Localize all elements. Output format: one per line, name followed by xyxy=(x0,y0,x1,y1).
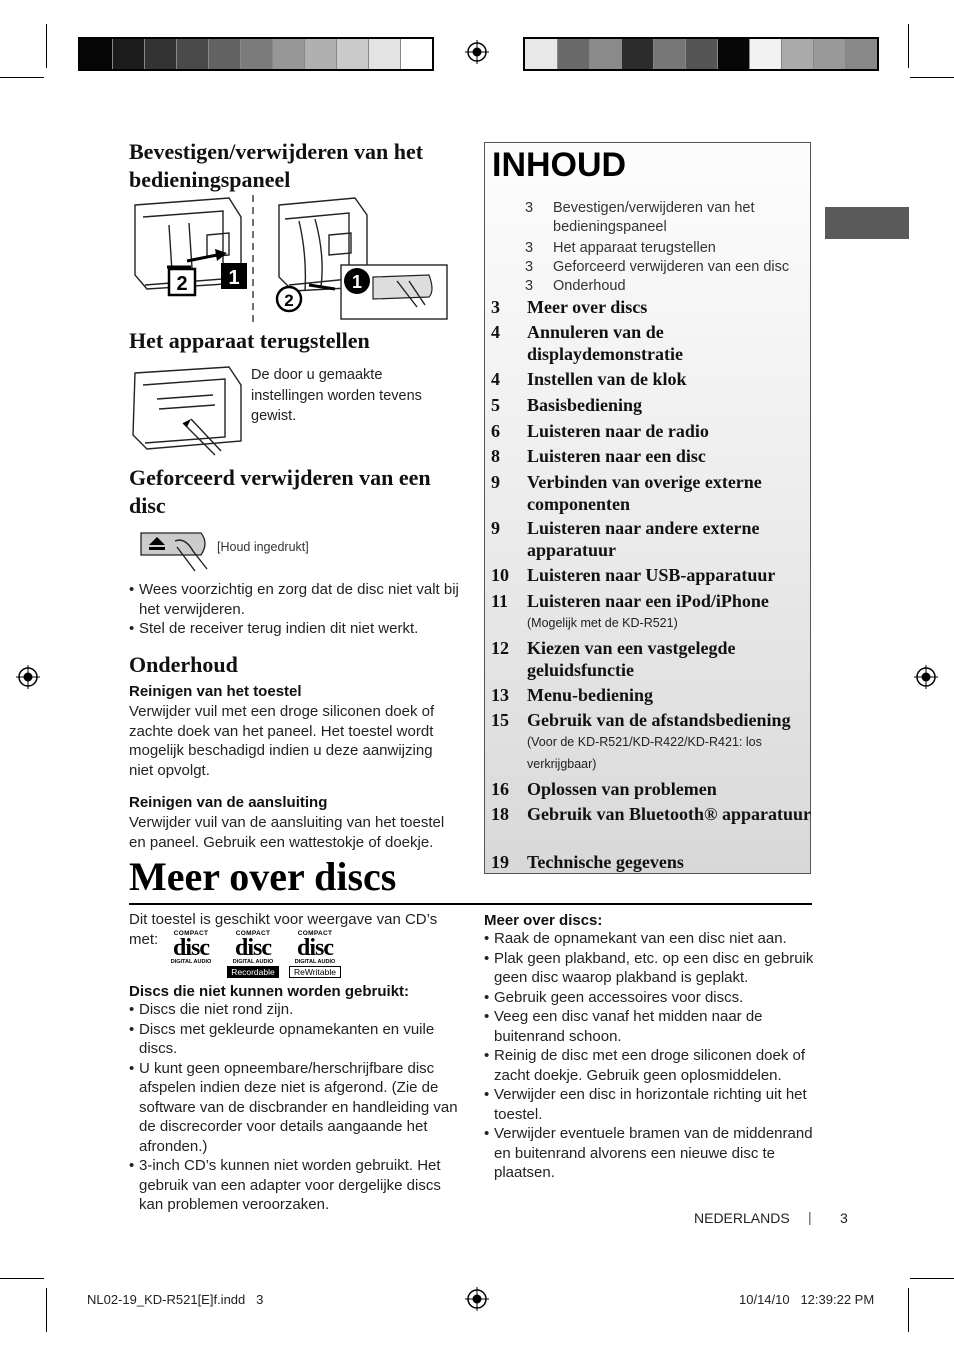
toc-entry xyxy=(527,778,812,800)
toc-page-number: 5 xyxy=(491,395,500,415)
logo-disc-word: disc xyxy=(296,935,333,961)
footer-filename: NL02-19_KD-R521[E]f.indd 3 xyxy=(87,1292,264,1307)
toc-entry-text: Annuleren van de displaydemonstratie xyxy=(527,322,684,364)
toc-entry xyxy=(527,445,812,467)
list-item: • Raak de opnamekant van een disc niet aan. xyxy=(484,929,819,949)
toc-entry-text: Onderhoud xyxy=(553,278,626,294)
list-item: • Reinig de disc met een droge siliconen doek of zacht doekje. Gebruik geen oplosmiddelen. xyxy=(484,1046,819,1085)
toc-entry-text: Oplossen van problemen xyxy=(527,779,717,799)
color-bar-grayscale xyxy=(78,37,434,71)
list-item: • Wees voorzichtig en zorg dat de disc niet valt bij het verwijderen. xyxy=(129,580,459,619)
eject-button-illustration xyxy=(137,529,215,575)
maintenance-sub2-text: Verwijder vuil van de aansluiting van het toestel en paneel. Gebruik een wattestokje of doekje. xyxy=(129,814,445,851)
list-item: • Discs met gekleurde opnamekanten en vuile discs. xyxy=(129,1020,459,1059)
hold-label: [Houd ingedrukt] xyxy=(217,540,309,554)
toc-page-number: 9 xyxy=(491,518,500,538)
discs-intro: Dit toestel is geschikt voor weergave van CD’s met: xyxy=(129,911,438,948)
toc-entry xyxy=(527,637,812,681)
logo-top-text: COMPACT xyxy=(173,930,209,937)
discs-heading: Meer over discs xyxy=(129,854,397,899)
toc-page-number: 6 xyxy=(491,421,500,441)
toc-page-number: 3 xyxy=(525,200,534,216)
footer-separator: | xyxy=(808,1209,812,1225)
toc-page-number: 12 xyxy=(491,638,509,658)
toc-page-number: 10 xyxy=(491,565,509,585)
toc-entry xyxy=(527,517,812,561)
toc-entry-text: Luisteren naar andere externe apparatuur xyxy=(527,518,760,560)
crop-mark xyxy=(0,1278,44,1279)
crop-mark xyxy=(910,1278,954,1279)
logo-top-text: COMPACT xyxy=(297,930,333,937)
maintenance-sub2-title: Reinigen van de aansluiting xyxy=(129,794,328,811)
toc-page-number: 3 xyxy=(491,297,500,317)
logo-tag: Recordable xyxy=(227,966,279,978)
crop-mark xyxy=(0,77,44,78)
heading-rule xyxy=(129,903,812,905)
list-item: • U kunt geen opneembare/herschrijfbare disc afspelen indien deze niet is afgerond. (Zie de software van de discbrander en handleiding van de discrecorder voor details aangaande het afronden.) xyxy=(129,1059,459,1157)
force-eject-bullets xyxy=(129,580,459,639)
compact-disc-logo xyxy=(163,930,219,976)
logo-bottom-text: DIGITAL AUDIO xyxy=(294,959,336,965)
compact-disc-logo xyxy=(225,930,281,976)
reset-note: De door u gemaakte instellingen worden tevens gewist. xyxy=(251,367,422,424)
svg-text:2: 2 xyxy=(284,291,294,310)
toc-entry xyxy=(527,803,812,825)
reset-illustration xyxy=(129,365,247,457)
registration-mark-icon xyxy=(16,665,40,689)
crop-mark xyxy=(46,1288,47,1332)
toc-page-number: 16 xyxy=(491,779,509,799)
toc-entry-text: Luisteren naar USB-apparatuur xyxy=(527,565,776,585)
logo-top-text: COMPACT xyxy=(235,930,271,937)
section-heading-reset: Het apparaat terugstellen xyxy=(129,328,370,353)
svg-text:2: 2 xyxy=(176,273,188,295)
list-item: • 3-inch CD’s kunnen niet worden gebruikt. Het gebruik van een adapter voor dergelijke discs kan problemen veroorzaken. xyxy=(129,1156,459,1215)
toc-page-number: 11 xyxy=(491,591,509,611)
toc-entry xyxy=(527,684,812,706)
toc-page-number: 3 xyxy=(525,278,534,294)
toc-entry xyxy=(527,296,812,318)
toc-entry-text: Meer over discs xyxy=(527,297,648,317)
footer-date: 10/14/10 12:39:22 PM xyxy=(739,1292,875,1307)
toc-page-number: 15 xyxy=(491,710,509,730)
maintenance-sub1-title: Reinigen van het toestel xyxy=(129,683,302,700)
svg-text:1: 1 xyxy=(228,267,240,289)
toc-page-number: 3 xyxy=(525,240,534,256)
logo-disc-word: disc xyxy=(172,935,209,961)
toc-entry xyxy=(527,590,812,634)
crop-mark xyxy=(908,24,909,68)
more-title: Meer over discs: xyxy=(484,912,603,929)
toc-entry-text: Instellen van de klok xyxy=(527,369,687,389)
toc-entry xyxy=(527,321,812,365)
unusable-title: Discs die niet kunnen worden gebruikt: xyxy=(129,983,410,1000)
logo-tag: ReWritable xyxy=(289,966,341,978)
page-number: 3 xyxy=(840,1210,848,1226)
toc-entry-text: Luisteren naar een iPod/iPhone xyxy=(527,591,769,611)
toc-page-number: 4 xyxy=(491,369,500,389)
crop-mark xyxy=(908,1288,909,1332)
toc-entry xyxy=(527,851,812,873)
registration-mark-icon xyxy=(465,1287,489,1311)
color-bar-process xyxy=(523,37,879,71)
toc-entry-text: Geforceerd verwijderen van een disc xyxy=(553,259,790,275)
toc-entry xyxy=(527,709,812,775)
svg-text:1: 1 xyxy=(351,272,363,292)
toc-page-number: 9 xyxy=(491,472,500,492)
toc-entry-text: Menu-bediening xyxy=(527,685,654,705)
toc-page-number: 4 xyxy=(491,322,500,342)
registration-mark-icon xyxy=(465,40,489,64)
list-item: • Plak geen plakband, etc. op een disc en gebruik geen disc waarop plakband is geplakt. xyxy=(484,949,819,988)
list-item: • Discs die niet rond zijn. xyxy=(129,1000,459,1020)
crop-mark xyxy=(910,77,954,78)
disc-logos xyxy=(163,930,343,976)
compact-disc-logo xyxy=(287,930,343,976)
toc-entry-text: Luisteren naar een disc xyxy=(527,446,706,466)
crop-mark xyxy=(46,24,47,68)
toc-title: INHOUD xyxy=(492,146,627,184)
toc-page-number: 18 xyxy=(491,804,509,824)
toc-page-number: 19 xyxy=(491,852,509,872)
toc-entry-text: Bevestigen/verwijderen van het bedieningspaneel xyxy=(553,200,755,235)
toc-entry-text: Luisteren naar de radio xyxy=(527,421,709,441)
list-item: • Stel de receiver terug indien dit niet werkt. xyxy=(129,619,459,639)
toc-entry-text: Gebruik van de afstandsbediening xyxy=(527,710,791,730)
list-item: • Gebruik geen accessoires voor discs. xyxy=(484,988,819,1008)
toc-entry xyxy=(527,564,812,586)
toc-entry-note: (Mogelijk met de KD-R521) xyxy=(527,616,678,630)
toc-entry-text: Verbinden van overige externe componenten xyxy=(527,472,762,514)
toc-entry-text: Het apparaat terugstellen xyxy=(553,240,716,256)
logo-disc-word: disc xyxy=(234,935,271,961)
section-heading-force-eject: Geforceerd verwijderen van een disc xyxy=(129,465,431,518)
toc-entry xyxy=(527,420,812,442)
toc-entry xyxy=(527,368,812,390)
logo-bottom-text: DIGITAL AUDIO xyxy=(170,959,212,965)
list-item: • Verwijder een disc in horizontale richting uit het toestel. xyxy=(484,1085,819,1124)
toc-entry-text: Gebruik van Bluetooth® apparatuur xyxy=(527,804,811,824)
section-heading-maintenance: Onderhoud xyxy=(129,652,238,677)
disc-handling-list xyxy=(484,929,819,1183)
section-heading-panel: Bevestigen/verwijderen van het bedieningspaneel xyxy=(129,139,424,192)
unusable-discs-list xyxy=(129,1000,459,1215)
registration-mark-icon xyxy=(914,665,938,689)
toc-page-number: 13 xyxy=(491,685,509,705)
toc-entry-text: Kiezen van een vastgelegde geluidsfunctie xyxy=(527,638,736,680)
panel-attach-detach-illustration xyxy=(129,195,449,323)
toc-entry-text: Basisbediening xyxy=(527,395,643,415)
toc-entry-text: Technische gegevens xyxy=(527,852,684,872)
table-of-contents xyxy=(484,142,811,874)
toc-page-number: 8 xyxy=(491,446,500,466)
list-item: • Verwijder eventuele bramen van de middenrand en buitenrand alvorens een nieuwe disc te plaatsen. xyxy=(484,1124,819,1183)
toc-entry-note: (Voor de KD-R521/KD-R422/KD-R421: los verkrijgbaar) xyxy=(527,735,762,771)
toc-entry xyxy=(527,471,812,515)
toc-entry xyxy=(527,394,812,416)
logo-bottom-text: DIGITAL AUDIO xyxy=(232,959,274,965)
footer-language: NEDERLANDS xyxy=(694,1210,790,1226)
language-tab xyxy=(825,207,909,239)
list-item: • Veeg een disc vanaf het midden naar de buitenrand schoon. xyxy=(484,1007,819,1046)
toc-page-number: 3 xyxy=(525,259,534,275)
maintenance-sub1-text: Verwijder vuil met een droge siliconen doek of zachte doek van het paneel. Het toestel wordt mogelijk beschadigd indien u deze aanwijzing niet opvolgt. xyxy=(129,703,435,779)
